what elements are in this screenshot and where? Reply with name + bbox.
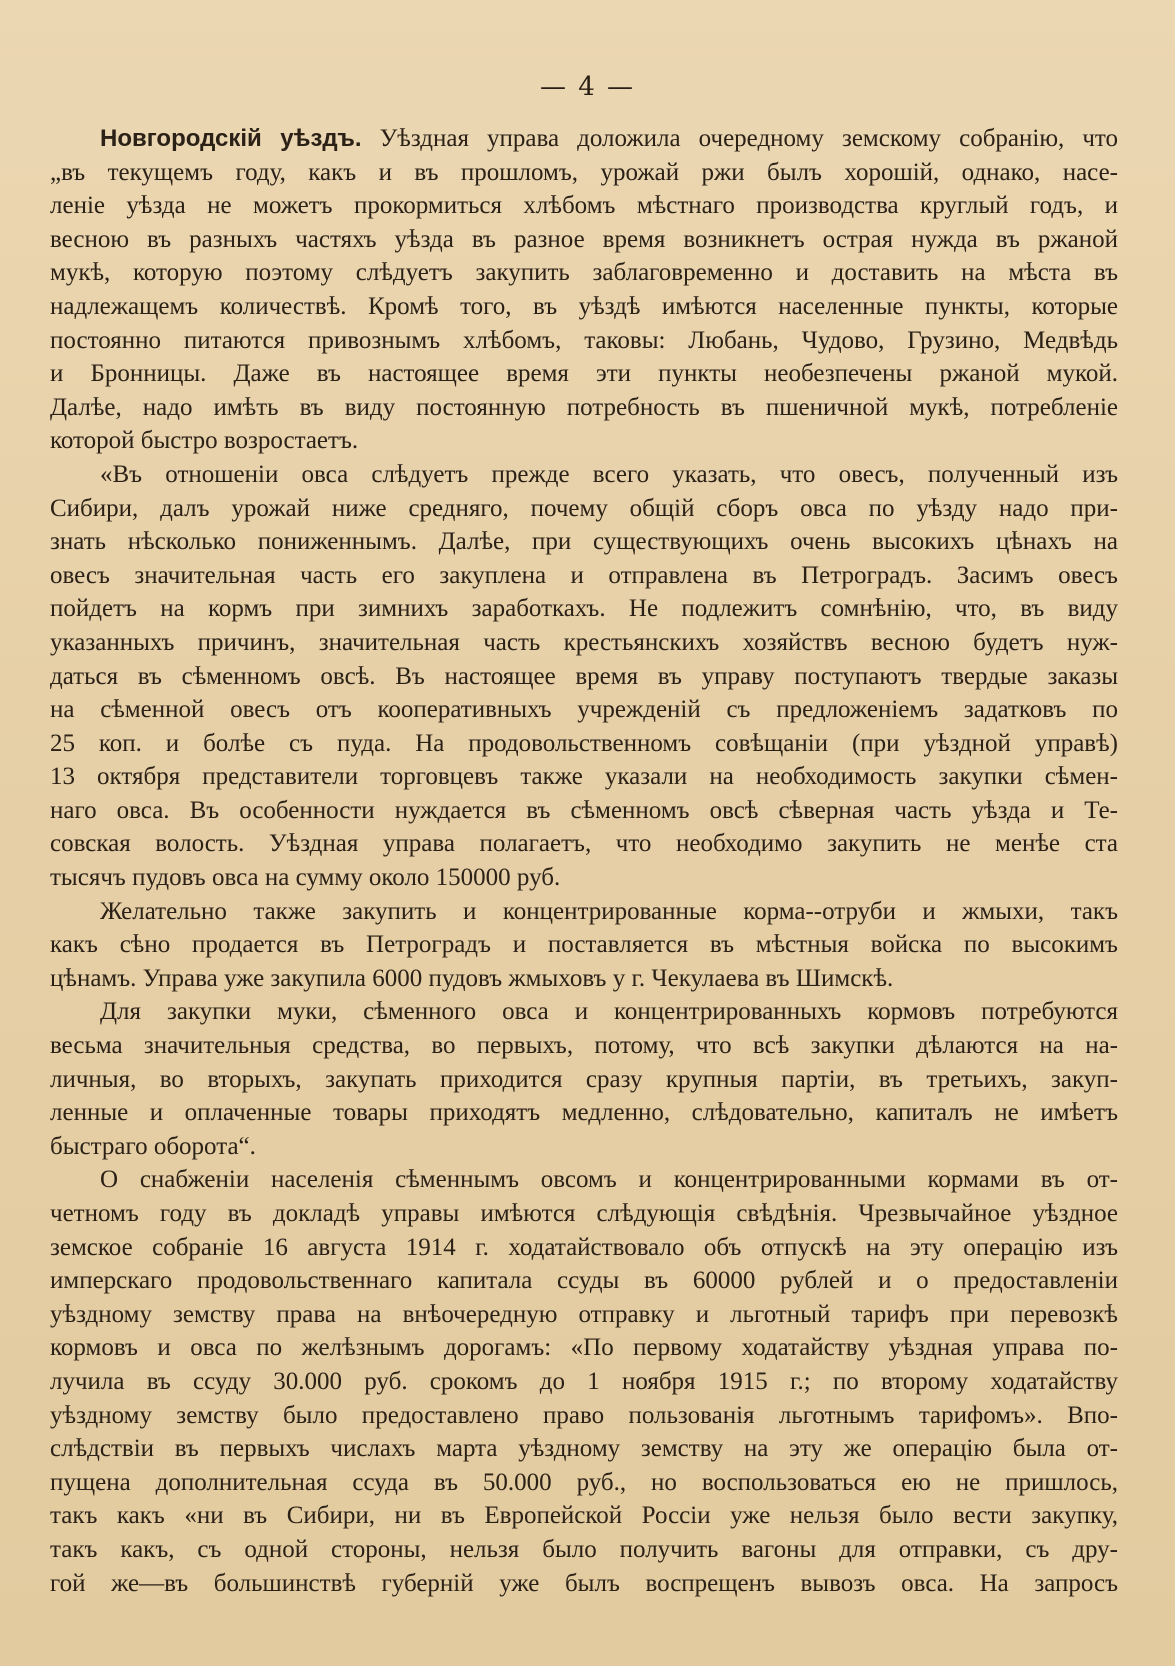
- text-line: [50, 357, 1118, 391]
- line-text: совская волость. Уѣздная управа полагаетъ, что необходимо закупить не менѣе ста: [50, 830, 1118, 858]
- text-line: [50, 1231, 1118, 1265]
- line-text: какъ сѣно продается въ Петроградъ и поставляется въ мѣстныя войска по высокимъ: [50, 931, 1118, 959]
- text-line: [50, 256, 1118, 290]
- text-line: [50, 1499, 1118, 1533]
- text-line: [50, 492, 1118, 526]
- line-text: знать нѣсколько пониженнымъ. Далѣе, при существующихъ очень высокихъ цѣнахъ на: [50, 528, 1118, 556]
- line-text: четномъ году въ докладѣ управы имѣются слѣдующія свѣдѣнія. Чрезвычайное уѣздное: [50, 1200, 1118, 1227]
- line-text: „въ текущемъ году, какъ и въ прошломъ, урожай ржи былъ хорошій, однако, насе-: [50, 158, 1118, 186]
- text-line: [50, 727, 1118, 761]
- line-text: весною въ разныхъ частяхъ уѣзда въ разное время возникнетъ острая нужда въ ржаной: [50, 225, 1118, 253]
- text-line: [50, 1163, 1118, 1197]
- text-line: [50, 290, 1118, 324]
- text-line: [50, 660, 1118, 694]
- text-line: [50, 592, 1118, 626]
- line-text: О снабженіи населенія сѣменнымъ овсомъ и концентрированными кормами въ от-: [100, 1166, 1118, 1194]
- text-line: [50, 1264, 1118, 1298]
- line-text: надлежащемъ количествѣ. Кромѣ того, въ уѣздѣ имѣются населенные пункты, которые: [50, 292, 1118, 320]
- text-line: [50, 928, 1118, 962]
- line-text: Желательно также закупить и концентрированные корма--отруби и жмыхи, такъ: [100, 897, 1118, 925]
- line-text: Для закупки муки, сѣменного овса и концентрированныхъ кормовъ потребуются: [100, 998, 1118, 1026]
- text-line: [50, 827, 1118, 861]
- text-line: [50, 1399, 1118, 1433]
- line-text: мукѣ, которую поэтому слѣдуетъ закупить заблаговременно и доставить на мѣста въ: [50, 259, 1118, 287]
- line-text: и Бронницы. Даже въ настоящее время эти пункты необезпечены ржаной мукой.: [50, 360, 1118, 388]
- line-text: такъ какъ «ни въ Сибири, ни въ Европейской Россіи уже нельзя было вести закупку,: [50, 1502, 1118, 1530]
- line-text: цѣнамъ. Управа уже закупила 6000 пудовъ жмыховъ у г. Чекулаева въ Шимскѣ.: [50, 964, 894, 992]
- text-line: [50, 324, 1118, 358]
- line-text: лучила въ ссуду 30.000 руб. срокомъ до 1 ноября 1915 г.; по второму ходатайству: [50, 1367, 1118, 1395]
- text-line: [50, 156, 1118, 190]
- text-line: [50, 1331, 1118, 1365]
- text-line: [50, 861, 1118, 895]
- document-body: [50, 122, 1118, 1600]
- text-line: [50, 1533, 1118, 1567]
- line-text: наго овса. Въ особенности нуждается въ сѣменномъ овсѣ сѣверная часть уѣзда и Те-: [50, 796, 1118, 824]
- line-text: леніе уѣзда не можетъ прокормиться хлѣбомъ мѣстнаго производства круглый годъ, и: [50, 192, 1118, 220]
- page-number: — 4 —: [539, 72, 636, 102]
- line-text: кормовъ и овса по желѣзнымъ дорогамъ: «По первому ходатайству уѣздная управа по-: [50, 1334, 1118, 1362]
- line-text: пойдетъ на кормъ при зимнихъ заработкахъ. Не подлежитъ сомнѣнію, что, въ виду: [50, 595, 1118, 623]
- line-text: уѣздному земству было предоставлено право пользованія льготнымъ тарифомъ». Впо-: [50, 1401, 1118, 1429]
- line-text: быстраго оборота“.: [50, 1132, 256, 1160]
- line-text: гой же—въ большинствѣ губерній уже былъ воспрещенъ вывозъ овса. На запросъ: [50, 1569, 1118, 1597]
- text-line: [50, 1365, 1118, 1399]
- text-line: [50, 391, 1118, 425]
- line-text: Сибири, далъ урожай ниже средняго, почему общій сборъ овса по уѣзду надо при-: [50, 494, 1118, 522]
- text-line: [50, 1130, 1118, 1164]
- text-line: [50, 1063, 1118, 1097]
- text-line: [50, 1567, 1118, 1601]
- text-line: [50, 223, 1118, 257]
- line-text: которой быстро возростаетъ.: [50, 427, 359, 455]
- text-line: [50, 1096, 1118, 1130]
- line-text: постоянно питаются привознымъ хлѣбомъ, таковы: Любань, Чудово, Грузино, Медвѣдь: [50, 326, 1118, 354]
- text-line: [50, 122, 1118, 156]
- text-line: [50, 1432, 1118, 1466]
- text-line: [50, 559, 1118, 593]
- line-text: ленные и оплаченные товары приходятъ медленно, слѣдовательно, капиталъ не имѣетъ: [50, 1099, 1118, 1127]
- text-line: [50, 424, 1118, 458]
- line-text: 25 коп. и болѣе съ пуда. На продовольственномъ совѣщаніи (при уѣздной управѣ): [50, 729, 1118, 757]
- line-text: «Въ отношеніи овса слѣдуетъ прежде всего указать, что овесъ, полученный изъ: [100, 460, 1118, 488]
- text-line: [50, 962, 1118, 996]
- line-text: даться въ сѣменномъ овсѣ. Въ настоящее время въ управу поступаютъ твердые заказы: [50, 662, 1118, 690]
- text-line: [50, 794, 1118, 828]
- text-line: [50, 693, 1118, 727]
- text-line: [50, 895, 1118, 929]
- line-text: пущена дополнительная ссуда въ 50.000 руб., но воспользоваться ею не пришлось,: [50, 1468, 1118, 1496]
- text-line: [50, 525, 1118, 559]
- line-text: Уѣздная управа доложила очередному земскому собранію, что: [379, 125, 1118, 152]
- line-text: 13 октября представители торговцевъ также указали на необходимость закупки сѣмен-: [50, 763, 1118, 791]
- line-text: слѣдствіи въ первыхъ числахъ марта уѣздному земству на эту же операцію была от-: [50, 1435, 1118, 1463]
- text-line: [50, 189, 1118, 223]
- text-line: [50, 1197, 1118, 1231]
- text-line: [50, 626, 1118, 660]
- line-text: такъ какъ, съ одной стороны, нельзя было получить вагоны для отправки, съ дру-: [50, 1535, 1118, 1563]
- line-text: уѣздному земству права на внѣочередную отправку и льготный тарифъ при перевозкѣ: [50, 1300, 1118, 1328]
- line-text: весьма значительныя средства, во первыхъ, потому, что всѣ закупки дѣлаются на на-: [50, 1032, 1118, 1060]
- line-text: тысячъ пудовъ овса на сумму около 150000 руб.: [50, 864, 561, 892]
- text-line: [50, 458, 1118, 492]
- line-text: на сѣменной овесъ отъ кооперативныхъ учрежденій съ предложеніемъ задатковъ по: [50, 696, 1118, 724]
- line-text: земское собраніе 16 августа 1914 г. ходатайствовало объ отпускѣ на эту операцію изъ: [50, 1233, 1118, 1261]
- text-line: [50, 1466, 1118, 1500]
- line-text: Далѣе, надо имѣть въ виду постоянную потребность въ пшеничной мукѣ, потребленіе: [50, 393, 1118, 421]
- text-line: [50, 1029, 1118, 1063]
- line-text: имперскаго продовольственнаго капитала ссуды въ 60000 рублей и о предоставленіи: [50, 1267, 1118, 1295]
- text-line: [50, 1298, 1118, 1332]
- line-text: указанныхъ причинъ, значительная часть крестьянскихъ хозяйствъ весною будетъ нуж-: [50, 628, 1118, 656]
- section-heading: Новгородскій уѣздъ.: [100, 125, 362, 152]
- line-text: овесъ значительная часть его закуплена и отправлена въ Петроградъ. Засимъ овесъ: [50, 561, 1118, 589]
- text-line: [50, 760, 1118, 794]
- line-text: личныя, во вторыхъ, закупать приходится сразу крупныя партіи, въ третьихъ, закуп-: [50, 1065, 1118, 1093]
- text-line: [50, 995, 1118, 1029]
